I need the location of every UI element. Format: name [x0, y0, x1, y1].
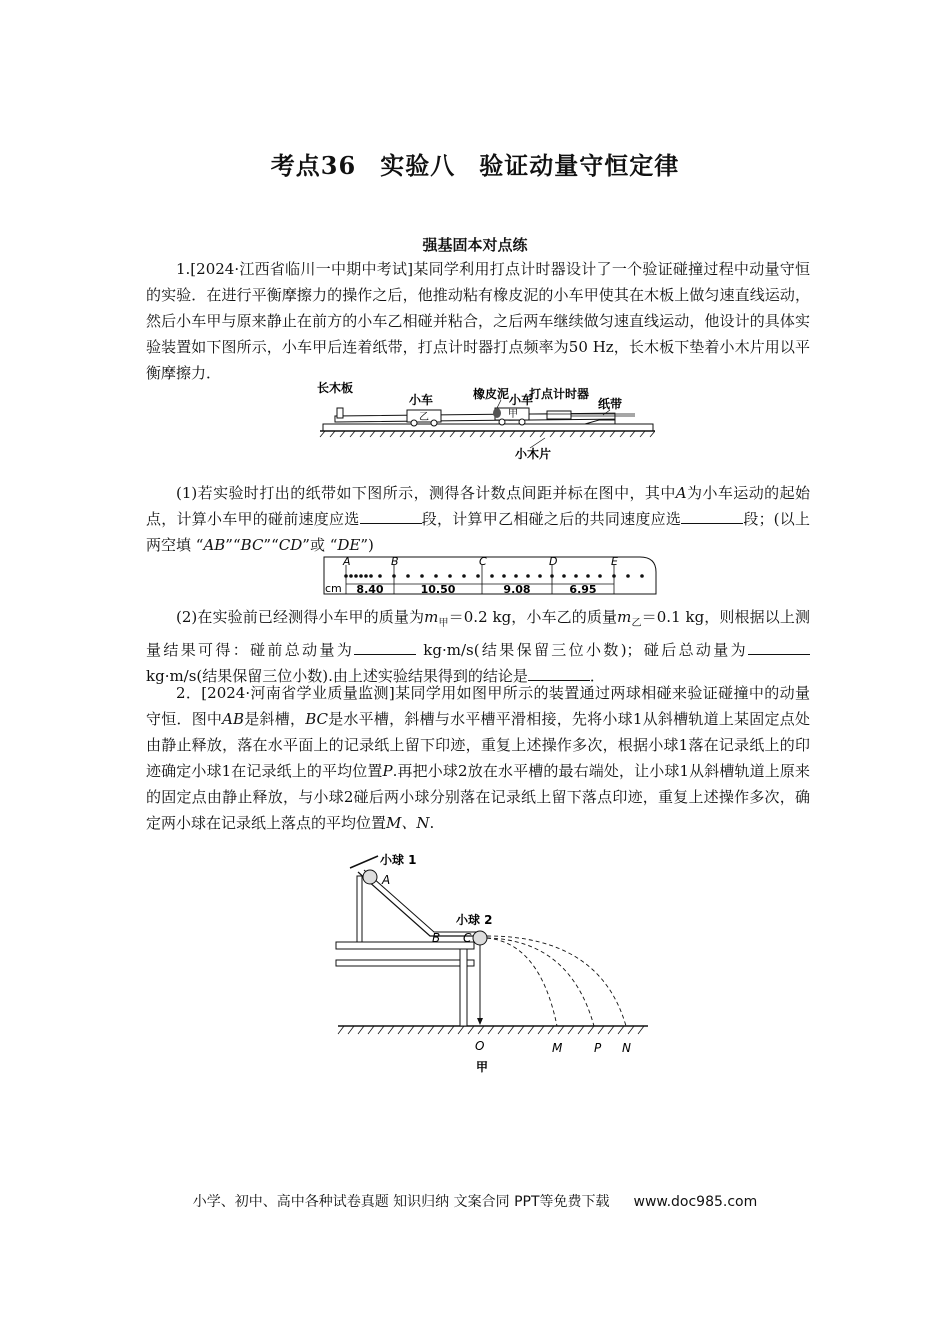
wood-block — [585, 420, 615, 424]
svg-text:9.08: 9.08 — [503, 583, 531, 596]
svg-text:A: A — [343, 555, 351, 568]
ball-2 — [473, 931, 487, 945]
timer — [547, 411, 571, 419]
answer-blank-5[interactable] — [528, 666, 590, 681]
ball-1 — [363, 870, 377, 884]
svg-text:橡皮泥: 橡皮泥 — [473, 387, 510, 401]
question-2-stem: 2．[2024·河南省学业质量监测]某同学用如图甲所示的装置通过两球相碰来验证碰撞中的动量守恒．图中AB是斜槽，BC是水平槽，斜槽与水平槽平滑相接，先将小球1从斜槽轨道上某固定点处由静止释放，落在水平面上的记录纸上留下印迹，重复上述操作多次，根据小球1落在记录纸上的印迹确定小球1在记录纸上的平均位置P.再把小球2放在水平槽的最右端处，让小球1从斜槽轨道上原来的固定点由静止释放，与小球2碰后两小球分别落在记录纸上留下落点印迹，重复上述操作多次，确定两小球在记录纸上落点的平均位置M、N. — [146, 684, 810, 832]
svg-text:小车: 小车 — [509, 393, 534, 407]
svg-text:N: N — [622, 1041, 631, 1055]
svg-text:M: M — [552, 1041, 563, 1055]
section-heading: 强基固本对点练 — [422, 236, 528, 254]
answer-blank-4[interactable] — [748, 640, 810, 655]
svg-text:B: B — [391, 555, 399, 568]
svg-text:长木板: 长木板 — [317, 381, 354, 395]
svg-text:C: C — [479, 555, 487, 568]
svg-text:甲: 甲 — [476, 1060, 489, 1074]
apparatus-figure-2 — [330, 848, 650, 1078]
page-footer: 小学、初中、高中各种试卷真题 知识归纳 文案合同 PPT等免费下载 www.doc985.com — [192, 1194, 758, 1210]
apparatus-figure-1 — [315, 380, 655, 470]
svg-text:甲: 甲 — [508, 409, 518, 420]
svg-text:小球 2: 小球 2 — [456, 913, 493, 927]
footer-site-link[interactable]: www.doc985.com — [633, 1194, 758, 1210]
svg-text:10.50: 10.50 — [420, 583, 456, 596]
svg-text:E: E — [611, 555, 618, 568]
svg-text:小球 1: 小球 1 — [380, 853, 417, 867]
svg-text:cm: cm — [325, 582, 342, 595]
svg-text:8.40: 8.40 — [356, 583, 384, 596]
question-1-part-2: (2)在实验前已经测得小车甲的质量为$m_甲=0.2$ kg，小车乙的质量$m_乙=0.1$ kg，则根据以上测量结果可得：碰前总动量为 kg·m/s(结果保留三位小数)；碰后总动量为 kg·m/s(结果保留三位小数).由上述实验结果得到的结论是 ． — [146, 608, 811, 685]
svg-text:纸带: 纸带 — [598, 397, 623, 411]
answer-blank-1[interactable] — [360, 509, 422, 524]
answer-blank-2[interactable] — [681, 509, 743, 524]
page-title: 考点36 实验八 验证动量守恒定律 — [270, 151, 680, 180]
svg-text:小车: 小车 — [409, 393, 434, 407]
svg-text:B: B — [432, 931, 441, 945]
svg-text:6.95: 6.95 — [569, 583, 597, 596]
svg-text:C: C — [463, 931, 472, 945]
question-1-stem: 1.[2024·江西省临川一中期中考试]某同学利用打点计时器设计了一个验证碰撞过程中动量守恒的实验．在进行平衡摩擦力的操作之后，他推动粘有橡皮泥的小车甲使其在木板上做匀速直线运动，然后小车甲与原来静止在前方的小车乙相碰并粘合，之后两车继续做匀速直线运动，他设计的具体实验装置如下图所示，小车甲后连着纸带，打点计时器打点频率为50 Hz，长木板下垫着小木片用以平衡摩擦力． — [146, 260, 810, 382]
svg-text:O: O — [475, 1039, 485, 1053]
svg-text:D: D — [549, 555, 558, 568]
svg-text:乙: 乙 — [419, 412, 429, 423]
answer-blank-3[interactable] — [354, 640, 416, 655]
svg-text:P: P — [594, 1041, 602, 1055]
svg-text:小木片: 小木片 — [515, 447, 552, 461]
svg-text:打点计时器: 打点计时器 — [529, 387, 590, 401]
svg-text:A: A — [382, 873, 391, 887]
question-1-part-1: (1)若实验时打出的纸带如下图所示，测得各计数点间距并标在图中，其中A为小车运动的起始点，计算小车甲的碰前速度应选 段，计算甲乙相碰之后的共同速度应选 段；(以上两空填 “AB”“BC”“CD”或 “DE”) — [146, 484, 810, 554]
paper-tape-figure — [318, 552, 660, 598]
